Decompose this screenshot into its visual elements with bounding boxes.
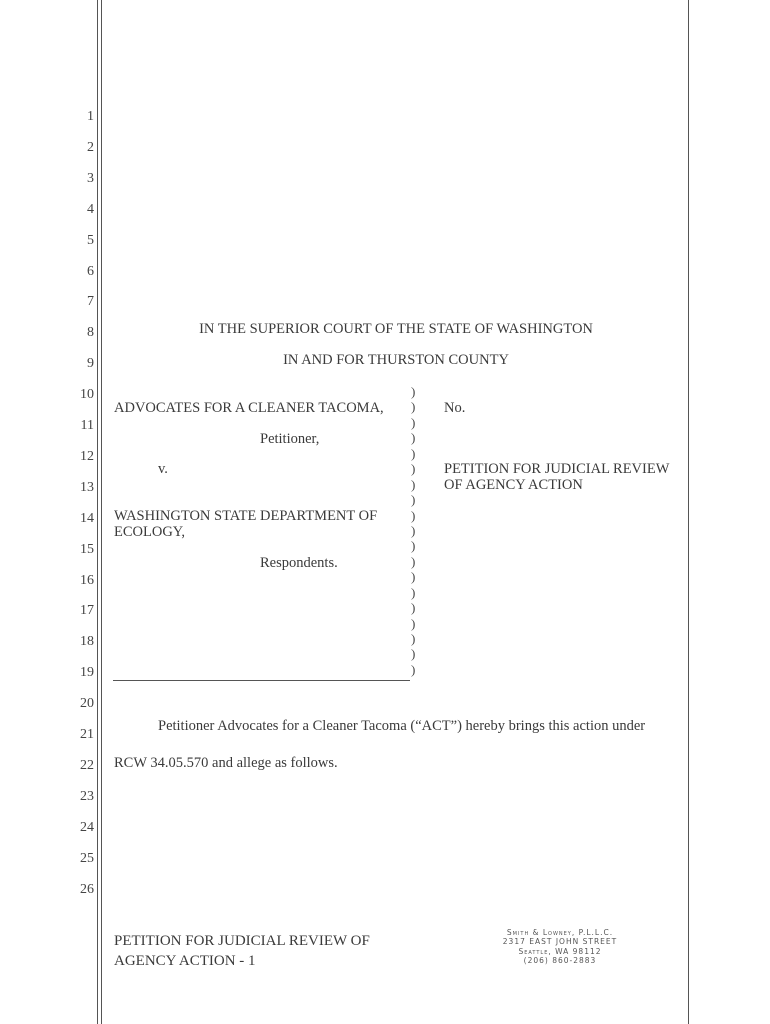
line-number: 6 [87,263,94,279]
caption-paren: ) [411,476,416,492]
caption-paren: ) [411,507,416,523]
petitioner-name: ADVOCATES FOR A CLEANER TACOMA, [114,400,384,416]
line-number: 11 [80,418,94,433]
caption-paren: ) [411,615,416,631]
court-heading-line1: IN THE SUPERIOR COURT OF THE STATE OF WASHINGTON [199,321,593,337]
caption-paren: ) [411,522,416,538]
line-number: 8 [87,325,94,341]
caption-paren: ) [411,399,416,415]
footer-firm-street: 2317 EAST JOHN STREET [502,937,618,946]
line-number: 15 [80,541,94,557]
line-number: 14 [80,510,94,526]
line-number: 26 [80,881,94,897]
line-number: 16 [80,572,94,588]
caption-paren: ) [411,600,416,616]
caption-paren: ) [411,492,416,508]
line-number: 3 [87,170,94,186]
caption-paren: ) [411,646,416,662]
line-number: 7 [87,294,94,310]
body-paragraph-line2: RCW 34.05.570 and allege as follows. [114,755,338,771]
line-number: 1 [87,109,94,124]
footer-firm-city: Seattle, WA 98112 [518,947,602,956]
line-number: 9 [87,356,94,372]
caption-paren: ) [411,569,416,585]
document-title-line2: OF AGENCY ACTION [444,477,583,493]
footer-title-line1: PETITION FOR JUDICIAL REVIEW OF [114,933,370,949]
caption-paren: ) [411,538,416,554]
caption-paren: ) [411,584,416,600]
line-number: 23 [80,788,94,804]
line-number: 22 [80,757,94,773]
caption-paren: ) [411,445,416,461]
line-number: 25 [80,850,94,866]
line-number: 4 [87,201,94,217]
petitioner-role: Petitioner, [260,431,320,447]
footer-firm-clip [480,947,640,985]
respondent-name-line1: WASHINGTON STATE DEPARTMENT OF [114,508,378,524]
margin-rule-right [688,0,689,1024]
caption-paren: ) [411,384,416,399]
footer-title-line2: AGENCY ACTION - 1 [114,953,256,969]
respondent-role: Respondents. [260,555,338,571]
line-number: 18 [80,634,94,650]
caption-paren: ) [411,414,416,430]
caption-paren: ) [411,661,416,677]
footer-firm-name: Smith & Lowney, P.L.L.C. [506,928,614,937]
caption-paren: ) [411,631,416,646]
document-title-line1: PETITION FOR JUDICIAL REVIEW [444,461,670,477]
versus-label: v. [158,461,168,477]
line-number: 2 [87,139,94,155]
line-number: 19 [80,665,94,681]
footer-firm-phone: (206) 860-2883 [523,956,597,965]
case-number-label: No. [444,400,466,416]
caption-paren: ) [411,461,416,477]
line-number: 17 [80,603,94,619]
respondent-name-line2: ECOLOGY, [114,524,186,540]
margin-rule-left-outer [97,0,98,1024]
caption-paren: ) [411,430,416,446]
line-number: 21 [80,727,94,742]
caption-underline [113,680,410,681]
body-paragraph-line1: Petitioner Advocates for a Cleaner Tacoma (“ACT”) hereby brings this action under [158,718,646,734]
line-number: 10 [80,387,94,403]
line-number: 12 [80,448,94,464]
line-number: 5 [87,232,94,248]
caption-paren: ) [411,553,416,569]
margin-rule-left-inner [101,0,102,1024]
line-number: 13 [80,479,94,495]
line-number: 20 [80,696,94,712]
line-number: 24 [80,819,94,835]
caption-paren-column [411,384,423,677]
court-heading-line2: IN AND FOR THURSTON COUNTY [283,352,509,368]
